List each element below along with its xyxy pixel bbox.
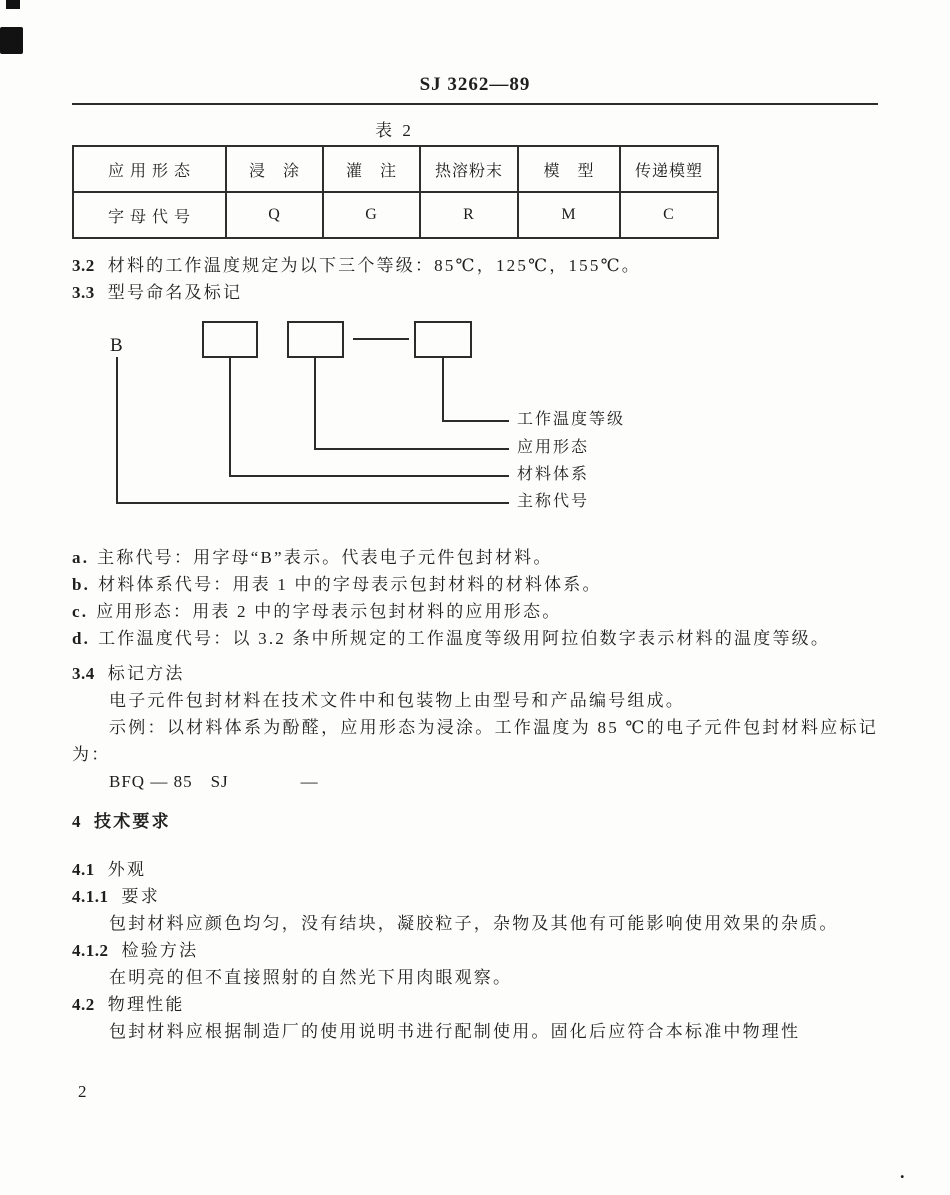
clause-4-1-1 xyxy=(72,883,878,910)
clause-4-2 xyxy=(72,991,878,1018)
item-b-marker: b. xyxy=(72,575,91,594)
table2-caption: 表 2 xyxy=(375,121,414,140)
table-cell-dipping: 浸 涂 xyxy=(226,146,323,192)
clause-4-1-1-number: 4.1.1 xyxy=(72,887,109,906)
clause-4-1-number: 4.1 xyxy=(72,860,95,879)
diagram-label-temperature-grade: 工作温度等级 xyxy=(517,411,626,428)
item-c-text: 应用形态：用表 2 中的字母表示包封材料的应用形态。 xyxy=(96,602,562,621)
page-number: 2 xyxy=(78,1082,87,1101)
item-a-marker: a. xyxy=(72,548,90,567)
diagram-label-application-form: 应用形态 xyxy=(517,439,590,456)
leader-line-form-horizontal xyxy=(314,448,509,450)
para-marking-composition: 电子元件包封材料在技术文件中和包装物上由型号和产品编号组成。 xyxy=(109,691,685,710)
table-cell-molding: 模 型 xyxy=(518,146,620,192)
item-a-text: 主称代号：用字母“B”表示。代表电子元件包封材料。 xyxy=(97,548,553,567)
clause-3-4-number: 3.4 xyxy=(72,664,95,683)
leader-line-temp-vertical xyxy=(442,358,444,422)
table-cell-code-c: C xyxy=(620,192,718,238)
clause-3-2-text: 材料的工作温度规定为以下三个等级：85℃，125℃，155℃。 xyxy=(107,256,642,275)
leader-line-system-vertical xyxy=(229,358,231,477)
table2-header-row xyxy=(73,146,718,192)
connector-dash xyxy=(353,338,409,340)
clause-3-3-number: 3.3 xyxy=(72,283,95,302)
clause-3-3 xyxy=(72,279,878,306)
code-box-application-form xyxy=(287,321,344,358)
clause-4-2-number: 4.2 xyxy=(72,995,95,1014)
clause-3-4 xyxy=(72,660,878,687)
item-d xyxy=(72,625,878,652)
code-box-material-system xyxy=(202,321,258,358)
example-designation-code: BFQ — 85 SJ — xyxy=(109,772,319,791)
item-d-marker: d. xyxy=(72,629,91,648)
item-c-marker: c. xyxy=(72,602,89,621)
clause-3-2 xyxy=(72,252,878,279)
code-box-temperature-grade xyxy=(414,321,472,358)
table-cell-code-r: R xyxy=(420,192,518,238)
table-cell-code-q: Q xyxy=(226,192,323,238)
clause-3-4-text: 标记方法 xyxy=(107,664,185,683)
clause-4-1-2-text: 检验方法 xyxy=(121,941,199,960)
clause-4-1-2-number: 4.1.2 xyxy=(72,941,109,960)
table-cell-letter-code-label: 字 母 代 号 xyxy=(73,192,226,238)
table-cell-transfer-molding: 传递模塑 xyxy=(620,146,718,192)
item-d-text: 工作温度代号：以 3.2 条中所规定的工作温度等级用阿拉伯数字表示材料的温度等级。 xyxy=(98,629,831,648)
table-cell-code-g: G xyxy=(323,192,420,238)
leader-line-system-horizontal xyxy=(229,475,509,477)
scan-dot: . xyxy=(900,1162,905,1182)
clause-4-2-text: 物理性能 xyxy=(107,995,185,1014)
para-appearance-method: 在明亮的但不直接照射的自然光下用肉眼观察。 xyxy=(109,968,513,987)
clause-4-1-text: 外观 xyxy=(107,860,147,879)
item-list xyxy=(72,544,878,652)
para-physical-intro: 包封材料应根据制造厂的使用说明书进行配制使用。固化后应符合本标准中物理性 xyxy=(109,1022,801,1041)
item-b-text: 材料体系代号：用表 1 中的字母表示包封材料的材料体系。 xyxy=(98,575,602,594)
item-b xyxy=(72,571,878,598)
table2-code-row xyxy=(73,192,718,238)
standard-number: SJ 3262—89 xyxy=(419,74,531,95)
table-cell-hotmelt-powder: 热溶粉末 xyxy=(420,146,518,192)
heading-4-number: 4 xyxy=(72,812,81,831)
leader-line-main-horizontal xyxy=(116,502,509,504)
leader-line-temp-horizontal xyxy=(442,420,509,422)
table-cell-potting: 灌 注 xyxy=(323,146,420,192)
table-cell-application-form-label: 应 用 形 态 xyxy=(73,146,226,192)
item-c xyxy=(72,598,878,625)
diagram-label-material-system: 材料体系 xyxy=(517,466,590,483)
designation-prefix-letter: B xyxy=(110,335,123,356)
para-appearance-requirement: 包封材料应颜色均匀，没有结块，凝胶粒子，杂物及其他有可能影响使用效果的杂质。 xyxy=(109,914,839,933)
clause-4-1-1-text: 要求 xyxy=(121,887,160,906)
para-example-intro: 示例：以材料体系为酚醛，应用形态为浸涂。工作温度为 85 ℃的电子元件包封材料应标记为： xyxy=(72,718,878,764)
clause-3-3-text: 型号命名及标记 xyxy=(107,283,243,302)
heading-4-text: 技术要求 xyxy=(94,812,171,831)
heading-4 xyxy=(72,808,878,835)
leader-line-form-vertical xyxy=(314,358,316,450)
table2 xyxy=(72,145,719,239)
item-a xyxy=(72,544,878,571)
clause-4-1 xyxy=(72,856,878,883)
clause-3-2-number: 3.2 xyxy=(72,256,95,275)
diagram-label-main-designation: 主称代号 xyxy=(517,493,590,510)
model-designation-diagram xyxy=(72,317,878,524)
leader-line-main-vertical xyxy=(116,357,118,504)
clause-4-1-2 xyxy=(72,937,878,964)
header-rule xyxy=(72,103,878,105)
table-cell-code-m: M xyxy=(518,192,620,238)
